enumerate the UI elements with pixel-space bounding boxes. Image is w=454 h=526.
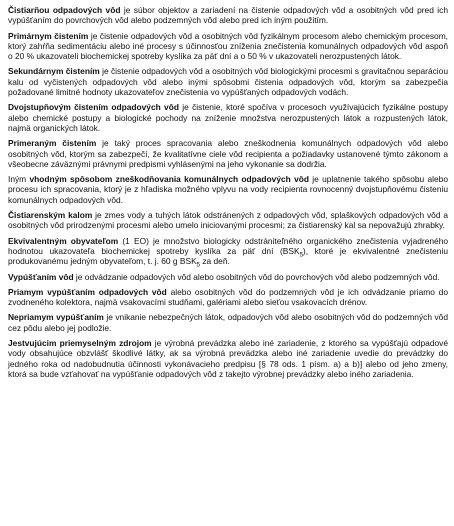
definition-paragraph xyxy=(8,312,448,333)
definition-term: Jestvujúcim priemyselným zdrojom xyxy=(8,338,152,349)
definition-paragraph xyxy=(8,236,448,267)
definition-paragraph xyxy=(8,174,448,205)
definition-paragraph xyxy=(8,338,448,379)
definition-paragraph xyxy=(8,287,448,308)
definition-term: Primeraným čistením xyxy=(8,138,97,149)
definition-text: alebo osobitných vôd do podzemných vôd je ich odvádzanie priamo do zvodneného kolektora, najmä vsakovacími studňami, galériami alebo sieťou vsakovacích drénov. xyxy=(8,286,449,308)
definition-term: Ekvivalentným obyvateľom xyxy=(8,235,119,246)
definition-term: Sekundárnym čistením xyxy=(8,66,100,77)
definition-term: Čistiarenským kalom xyxy=(8,210,93,221)
definition-term: Vypúšťaním vôd xyxy=(8,271,74,282)
definition-paragraph xyxy=(8,210,448,231)
definition-paragraph xyxy=(8,138,448,169)
definition-paragraph xyxy=(8,5,448,26)
subscript: 5 xyxy=(299,252,303,259)
definition-term: Nepriamym vypúšťaním xyxy=(8,312,104,323)
definition-text: je súbor objektov a zariadení na čistenie odpadových vôd a osobitných vôd pred ich vypúšťaním do povrchových vôd alebo podzemných vôd alebo pred ich iným použitím. xyxy=(8,5,448,26)
definition-term: Čistiarňou odpadových vôd xyxy=(8,5,121,15)
definition-text: je uplatnenie takého spôsobu alebo procesu ich spracovania, ktorý je z hľadiska možného vplyvu na vody recipienta rovnocenný dvojstupňovému čisteniu komunálnych odpadových vôd. xyxy=(8,174,448,205)
definition-text: (1 EO) je množstvo biologicky odstrániteľného organického znečistenia vyjadreného hodnotou ukazovateľa biochemickej spotreby kyslíka za päť dní (BSK xyxy=(8,235,449,256)
definition-text: je vnikanie nebezpečných látok, odpadových vôd alebo osobitných vôd do podzemných vôd cez pôdu alebo jej podložie. xyxy=(8,312,448,333)
definition-paragraph xyxy=(8,102,448,133)
subscript: 5 xyxy=(196,262,200,269)
definition-text: je výrobná prevádzka alebo iné zariadenie, z ktorého sa vypúšťajú odpadové vody obsahujúce obzvlášť škodlivé látky, ak sa výrobná prevádzka alebo iné zariadenie uvedie do prevádzky do jedného roka od nadobudnutia účinnosti vykonávacieho predpisu [§ 78 ods. 1 písm. a) a b)] alebo od jeho zmeny, ktorá sa bude vzťahovať na vypúšťanie odpadových vôd z takejto výrobnej prevádzky alebo iného zariadenia. xyxy=(8,338,448,379)
definition-text: je zmes vody a tuhých látok odstránených z odpadových vôd, splaškových odpadových vôd a osobitných vôd prirodzenými procesmi alebo umelo iniciovanými procesmi; za čistiarenský kal sa nepovažujú zhrabky. xyxy=(8,210,448,231)
definition-text-end: za deň. xyxy=(200,256,230,267)
definition-text: je odvádzanie odpadových vôd alebo osobitných vôd do povrchových vôd alebo podzemných vôd. xyxy=(73,271,440,282)
definition-paragraph xyxy=(8,272,448,282)
definition-text: je čistenie, ktoré spočíva v procesoch využívajúcich fyzikálne postupy alebo chemické postupy a biologické pochody na zníženie množstva nerozpustených látok a rozpustených látok, najmä organických látok. xyxy=(8,102,449,133)
definition-term: Primárnym čistením xyxy=(8,30,89,41)
definition-term: vhodným spôsobom zneškodňovania komunálnych odpadových vôd xyxy=(29,174,309,185)
definition-term: Dvojstupňovým čistením odpadových vôd xyxy=(8,102,179,113)
definition-paragraph xyxy=(8,66,448,97)
definition-term: Priamym vypúšťaním odpadových vôd xyxy=(8,286,167,297)
definition-lead: Iným xyxy=(8,174,30,185)
definition-text: je čistenie odpadových vôd a osobitných vôd fyzikálnym procesom alebo chemickým procesom, ktorý zahŕňa sedimentáciu alebo iné procesy s účinnosťou zníženia znečistenia komunálnych odpadových vôd aspoň o 20 % ukazovateli biochemickej spotreby kyslíka za päť dní a o 50 % v ukazovateli nerozpustených látok. xyxy=(8,30,449,62)
definition-paragraph xyxy=(8,31,448,62)
definition-text: je čistenie odpadových vôd a osobitných vôd biologickými procesmi s gravitačnou separáciou kalu od vyčistených odpadových vôd alebo inými spôsobmi čistenia odpadových vôd, ktorým sa zabezpečia požadované limitné hodnoty ukazovateľov znečistenia vo vypúšťaných odpadových vodách. xyxy=(8,66,448,98)
definition-text-continued: ), ktoré je ekvivalentné znečisteniu produkovanému jedným obyvateľom, t. j. 60 g BSK xyxy=(8,245,448,267)
definition-text: je taký proces spracovania alebo zneškodnenia komunálnych odpadových vôd alebo osobitných vôd, ktorým sa zabezpečí, že kvalitatívne ciele vôd recipienta a požiadavky ustanovené týmto zákonom a všeobecne záväznými právnymi predpismi vyhlásenými na jeho vykonanie sa dodržia. xyxy=(8,138,448,169)
